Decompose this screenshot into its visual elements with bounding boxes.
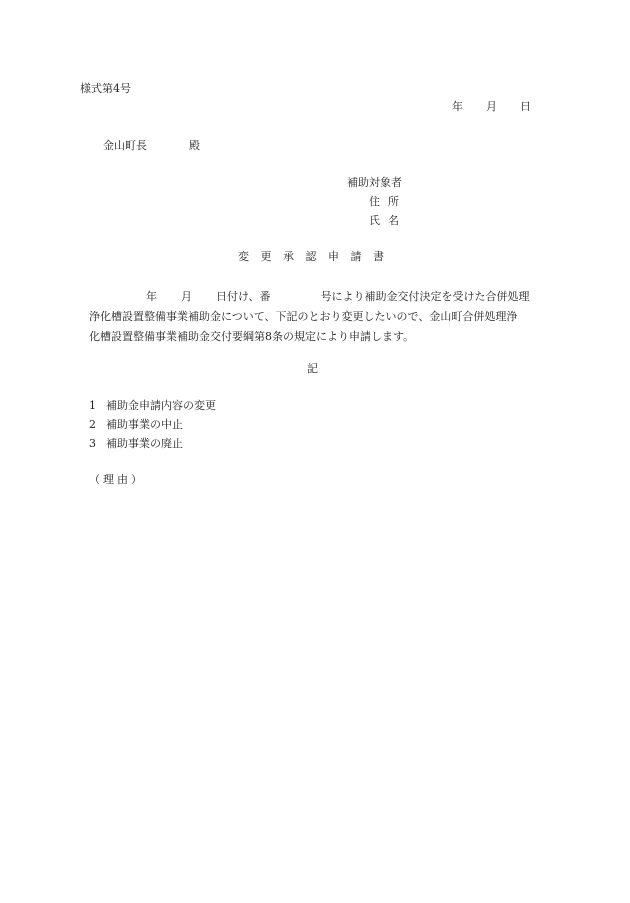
date-month-label: 月 [486, 100, 497, 113]
reason-label: （理由） [89, 473, 145, 486]
addressee-name: 金山町長 [103, 139, 147, 152]
list-item [89, 419, 216, 438]
addressee [103, 140, 200, 151]
list-item [89, 400, 216, 419]
body-text [89, 287, 549, 347]
list-item [89, 438, 216, 457]
body-line-2: 浄化槽設置整備事業補助金について、下記のとおり変更したいので、金山町合併処理浄 [89, 310, 518, 323]
date-year-label: 年 [452, 100, 463, 113]
item-number: 2 [89, 418, 96, 431]
body-line-1-tail: 号により補助金交付決定を受けた合併処理 [320, 290, 530, 303]
document-title: 変更承認申請書 [238, 250, 396, 263]
item-number: 1 [89, 399, 96, 412]
addressee-suffix: 殿 [189, 139, 200, 152]
applicant-name-label: 氏名 [369, 214, 407, 227]
item-text: 補助金申請内容の変更 [106, 399, 216, 412]
date-day-label: 日 [520, 100, 531, 113]
applicant-heading: 補助対象者 [347, 176, 402, 189]
applicant-address-label: 住所 [369, 195, 407, 208]
item-text: 補助事業の中止 [106, 418, 183, 431]
ki-mark: 記 [307, 362, 318, 375]
body-line-3: 化槽設置整備事業補助金交付要綱第8条の規定により申請します。 [89, 330, 415, 343]
body-month-label: 月 [181, 290, 192, 303]
change-items-list [89, 400, 216, 457]
date-line [452, 101, 531, 112]
item-number: 3 [89, 437, 96, 450]
item-text: 補助事業の廃止 [106, 437, 183, 450]
applicant-block [347, 177, 407, 234]
body-year-label: 年 [146, 290, 157, 303]
form-number: 様式第4号 [80, 82, 131, 95]
body-line-1 [89, 287, 549, 307]
body-day-date-label: 日付け、番 [216, 290, 271, 303]
